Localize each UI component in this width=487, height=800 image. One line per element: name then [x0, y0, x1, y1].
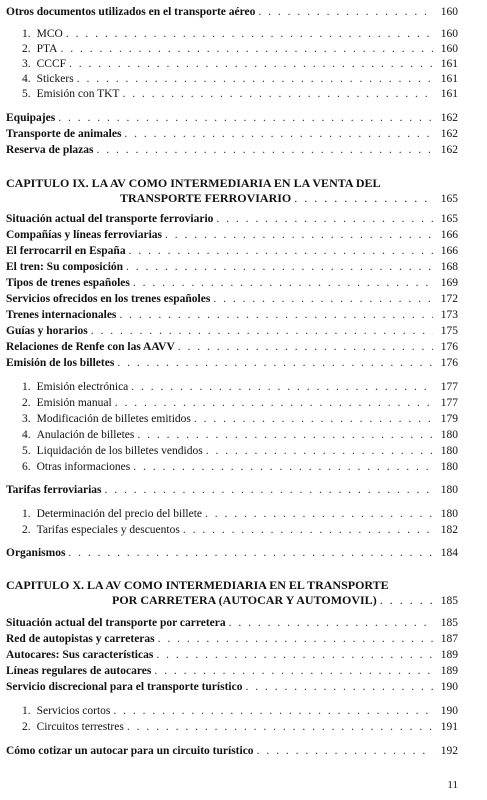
dot-leader: [229, 615, 433, 631]
toc-subentry-label: Emisión con TKT: [36, 88, 120, 100]
toc-entry: [6, 647, 458, 663]
toc-entry: [6, 355, 458, 371]
toc-entry: [6, 259, 458, 275]
toc-subentry: [22, 703, 458, 719]
toc-entry-label: Compañías y líneas ferroviarias: [6, 229, 162, 241]
toc-entry-label: Situación actual del transporte por carretera: [6, 617, 226, 629]
toc-entry-label: Guías y horarios: [6, 325, 88, 337]
toc-entry: [6, 615, 458, 631]
toc-entry: [6, 545, 458, 561]
toc-entry-page: 176: [440, 357, 458, 369]
toc-entry-label: El ferrocarril en España: [6, 245, 126, 257]
toc-subentry-label: Circuitos terrestres: [36, 721, 124, 733]
dot-leader: [129, 243, 433, 259]
chapter-heading: [6, 578, 458, 609]
toc-subentry-label: CCCF: [36, 58, 67, 70]
toc-subentry-page: 180: [440, 429, 458, 441]
toc-subentry-label: Servicios cortos: [36, 705, 111, 717]
toc-subentry-number: 5.: [22, 445, 31, 457]
dot-leader: [206, 443, 433, 459]
toc-subentry-page: 160: [440, 43, 458, 55]
toc-entry-page: 173: [440, 309, 458, 321]
toc-entry-page: 192: [440, 745, 458, 757]
toc-entry-page: 189: [440, 665, 458, 677]
toc-entry: [6, 142, 458, 158]
toc-entry: [6, 482, 458, 498]
toc-subentry: [22, 41, 458, 57]
dot-leader: [131, 379, 433, 395]
toc-subentry-number: 2.: [22, 43, 31, 55]
chapter-heading: [6, 176, 458, 207]
toc-entry-label: Relaciones de Renfe con las AAVV: [6, 341, 175, 353]
dot-leader: [97, 142, 433, 158]
toc-subentry-page: 179: [440, 413, 458, 425]
toc-entry-page: 168: [440, 261, 458, 273]
dot-leader: [194, 411, 433, 427]
toc-entry-page: 165: [440, 213, 458, 225]
toc-entry: [6, 339, 458, 355]
toc-entry-page: 185: [440, 617, 458, 629]
dot-leader: [133, 459, 433, 475]
toc-subentry-page: 161: [440, 73, 458, 85]
toc-entry-label: Trenes internacionales: [6, 309, 117, 321]
toc-entry-page: 184: [440, 547, 458, 559]
toc-subentry-page: 180: [440, 445, 458, 457]
toc-entry-page: 162: [440, 112, 458, 124]
toc-entry-label: Cómo cotizar un autocar para un circuito turístico: [6, 745, 254, 757]
dot-leader: [245, 679, 433, 695]
dot-leader: [257, 743, 433, 759]
toc-entry-label: Autocares: Sus características: [6, 649, 154, 661]
dot-leader: [154, 663, 433, 679]
dot-leader: [158, 631, 433, 647]
toc-entry-page: 169: [440, 277, 458, 289]
dot-leader: [113, 703, 433, 719]
toc-entry: [6, 679, 458, 695]
dot-leader: [126, 259, 433, 275]
toc-entry: [6, 631, 458, 647]
dot-leader: [137, 427, 433, 443]
dot-leader: [124, 126, 433, 142]
page-number: 11: [447, 779, 458, 791]
toc-subentry-label: PTA: [36, 43, 58, 55]
dot-leader: [77, 71, 433, 87]
toc-entry-label: Líneas regulares de autocares: [6, 665, 152, 677]
dot-leader: [122, 86, 433, 102]
toc-subentry-label: Tarifas especiales y descuentos: [36, 524, 180, 536]
chapter-heading-page: 165: [440, 193, 458, 205]
toc-subentry-page: 161: [440, 88, 458, 100]
toc-subentry-label: Modificación de billetes emitidos: [36, 413, 191, 425]
toc-subentry-page: 180: [440, 508, 458, 520]
toc-entry-label: Emisión de los billetes: [6, 357, 115, 369]
toc-subentry: [22, 459, 458, 475]
toc-subentry: [22, 719, 458, 735]
toc-subentry: [22, 379, 458, 395]
toc-entry-page: 162: [440, 128, 458, 140]
dot-leader: [119, 307, 433, 323]
dot-leader: [91, 323, 433, 339]
toc-entry: [6, 126, 458, 142]
chapter-heading-line2: TRANSPORTE FERROVIARIO: [120, 191, 292, 205]
toc-entry: [6, 291, 458, 307]
toc-subentry-number: 4.: [22, 73, 31, 85]
toc-entry-page: 175: [440, 325, 458, 337]
toc-entry: [6, 110, 458, 126]
toc-entry-page: 166: [440, 245, 458, 257]
toc-entry-page: 189: [440, 649, 458, 661]
dot-leader: [127, 719, 433, 735]
toc-subentry-number: 1.: [22, 508, 31, 520]
dot-leader: [294, 191, 433, 206]
toc-entry: [6, 307, 458, 323]
toc-subentry-label: MCO: [36, 28, 63, 40]
dot-leader: [133, 275, 433, 291]
toc-entry-label: Servicios ofrecidos en los trenes españoles: [6, 293, 211, 305]
toc-subentry: [22, 411, 458, 427]
toc-entry-page: 172: [440, 293, 458, 305]
toc-subentry-page: 161: [440, 58, 458, 70]
toc-subentry: [22, 395, 458, 411]
toc-subentry-page: 177: [440, 381, 458, 393]
toc-subentry-number: 3.: [22, 58, 31, 70]
toc-subentry-label: Determinación del precio del billete: [36, 508, 203, 520]
toc-subentry-label: Anulación de billetes: [36, 429, 135, 441]
toc-entry-label: Situación actual del transporte ferroviario: [6, 213, 214, 225]
toc-subentry-page: 182: [440, 524, 458, 536]
toc-entry-label: Tarifas ferroviarias: [6, 484, 102, 496]
dot-leader: [58, 110, 433, 126]
toc-subentry-label: Emisión manual: [36, 397, 112, 409]
toc-entry: [6, 743, 458, 759]
toc-subentry: [22, 71, 458, 87]
chapter-heading-line2-row: [6, 191, 458, 207]
toc-entry-page: 176: [440, 341, 458, 353]
chapter-heading-page: 185: [440, 595, 458, 607]
dot-leader: [183, 522, 433, 538]
toc-subentry: [22, 56, 458, 72]
dot-leader: [117, 355, 433, 371]
toc-entry: [6, 663, 458, 679]
toc-subentry-page: 180: [440, 461, 458, 473]
toc-entry: [6, 275, 458, 291]
toc-entry-page: 190: [440, 681, 458, 693]
toc-subentry-number: 1.: [22, 381, 31, 393]
toc-subentry-number: 2.: [22, 524, 31, 536]
toc-entry-label: Organismos: [6, 547, 66, 559]
toc-subentry-number: 3.: [22, 413, 31, 425]
dot-leader: [66, 26, 433, 42]
dot-leader: [105, 482, 434, 498]
toc-subentry-label: Stickers: [36, 73, 74, 85]
dot-leader: [258, 4, 433, 20]
toc-entry-label: Tipos de trenes españoles: [6, 277, 130, 289]
toc-entry-label: Transporte de animales: [6, 128, 122, 140]
toc-subentry: [22, 522, 458, 538]
toc-subentry-page: 190: [440, 705, 458, 717]
chapter-heading-line1: CAPITULO IX. LA AV COMO INTERMEDIARIA EN LA VENTA DEL: [6, 176, 381, 190]
toc-entry-label: El tren: Su composición: [6, 261, 124, 273]
toc-entry: [6, 4, 458, 20]
dot-leader: [205, 506, 433, 522]
toc-entry-page: 166: [440, 229, 458, 241]
dot-leader: [68, 545, 433, 561]
chapter-heading-line2-row: [6, 593, 458, 609]
dot-leader: [165, 227, 433, 243]
dot-leader: [213, 291, 433, 307]
toc-entry-label: Red de autopistas y carreteras: [6, 633, 155, 645]
toc-entry-label: Servicio discrecional para el transporte turístico: [6, 681, 243, 693]
toc-entry: [6, 211, 458, 227]
dot-leader: [69, 56, 433, 72]
toc-entry: [6, 323, 458, 339]
toc-subentry: [22, 506, 458, 522]
toc-subentry: [22, 86, 458, 102]
toc-subentry-page: 160: [440, 28, 458, 40]
dot-leader: [115, 395, 433, 411]
toc-subentry-label: Liquidación de los billetes vendidos: [36, 445, 203, 457]
toc-entry-page: 180: [440, 484, 458, 496]
toc-entry-label: Otros documentos utilizados en el transporte aéreo: [6, 6, 256, 18]
toc-subentry-label: Otras informaciones: [36, 461, 131, 473]
toc-subentry-page: 177: [440, 397, 458, 409]
toc-subentry: [22, 26, 458, 42]
toc-subentry-number: 2.: [22, 397, 31, 409]
toc-subentry-number: 5.: [22, 88, 31, 100]
chapter-heading-line1: CAPITULO X. LA AV COMO INTERMEDIARIA EN EL TRANSPORTE: [6, 578, 389, 592]
toc-entry-label: Reserva de plazas: [6, 144, 94, 156]
toc-entry-page: 162: [440, 144, 458, 156]
toc-subentry-label: Emisión electrónica: [36, 381, 129, 393]
dot-leader: [156, 647, 433, 663]
toc-subentry-page: 191: [440, 721, 458, 733]
toc-subentry-number: 1.: [22, 28, 31, 40]
toc-subentry-number: 6.: [22, 461, 31, 473]
chapter-heading-line2: POR CARRETERA (AUTOCAR Y AUTOMOVIL): [112, 593, 377, 607]
toc-subentry: [22, 443, 458, 459]
dot-leader: [216, 211, 433, 227]
toc-entry-page: 187: [440, 633, 458, 645]
toc-subentry-number: 4.: [22, 429, 31, 441]
dot-leader: [380, 593, 433, 608]
toc-subentry-number: 2.: [22, 721, 31, 733]
toc-entry-label: Equipajes: [6, 112, 56, 124]
toc-entry: [6, 227, 458, 243]
toc-subentry-number: 1.: [22, 705, 31, 717]
toc-subentry: [22, 427, 458, 443]
dot-leader: [60, 41, 433, 57]
toc-entry: [6, 243, 458, 259]
dot-leader: [178, 339, 433, 355]
toc-entry-page: 160: [440, 6, 458, 18]
